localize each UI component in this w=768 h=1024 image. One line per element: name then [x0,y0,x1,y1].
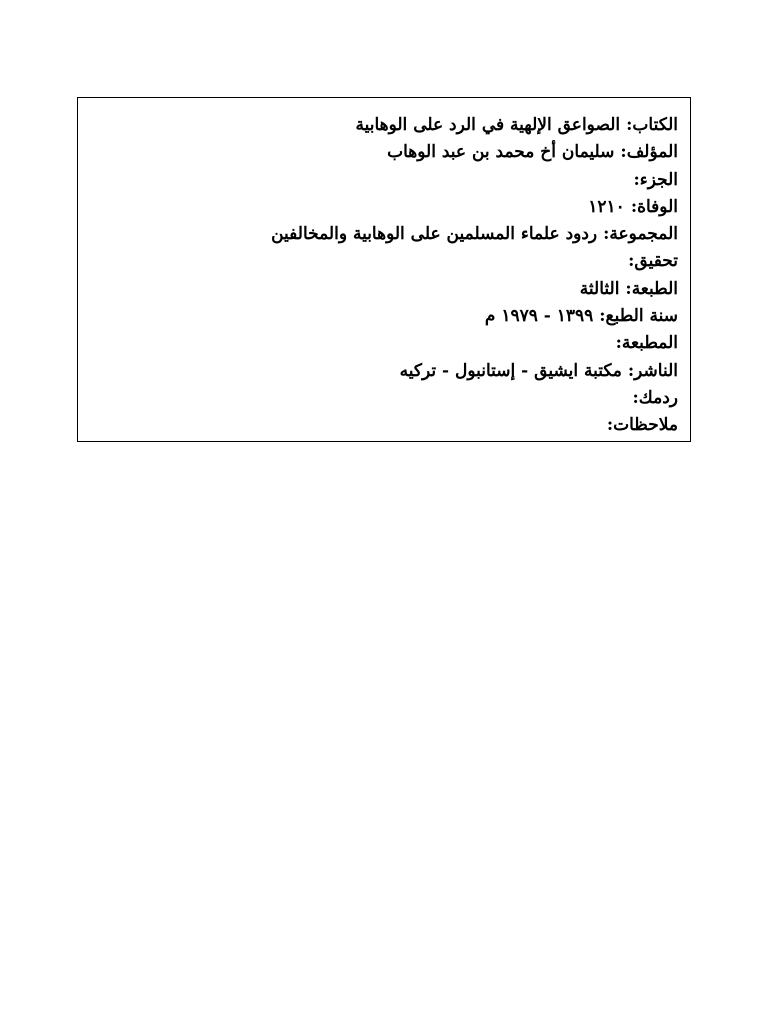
author-row [90,139,678,166]
book-title-row [90,112,678,139]
notes-row [90,412,678,439]
collection-row [90,221,678,248]
collection-label: المجموعة: [603,224,678,245]
notes-label: ملاحظات: [606,415,678,436]
print-year-row [90,303,678,330]
volume-row [90,167,678,194]
editor-row [90,248,678,275]
author-value: سليمان أخ محمد بن عبد الوهاب [387,142,615,163]
author-label: المؤلف: [620,142,678,163]
book-info-card [77,97,691,442]
publisher-label: الناشر: [627,360,678,381]
print-year-value: ١٣٩٩ - ١٩٧٩ م [484,306,594,327]
death-year-value: ١٢١٠ [588,196,625,217]
press-label: المطبعة: [615,333,678,354]
volume-label: الجزء: [633,169,678,190]
editor-label: تحقيق: [628,251,678,272]
isbn-label: ردمك: [632,387,678,408]
death-year-row [90,194,678,221]
edition-value: الثالثة [579,278,620,299]
print-year-label: سنة الطبع: [599,306,678,327]
press-row [90,330,678,357]
death-year-label: الوفاة: [630,196,678,217]
collection-value: ردود علماء المسلمين على الوهابية والمخالفين [271,224,598,245]
isbn-row [90,385,678,412]
book-title-value: الصواعق الإلهية في الرد على الوهابية [355,115,621,135]
book-title-label: الكتاب: [626,115,678,135]
publisher-value: مكتبة ايشيق - إستانبول - تركيه [399,360,622,381]
publisher-row [90,358,678,385]
edition-row [90,276,678,303]
edition-label: الطبعة: [625,278,678,299]
